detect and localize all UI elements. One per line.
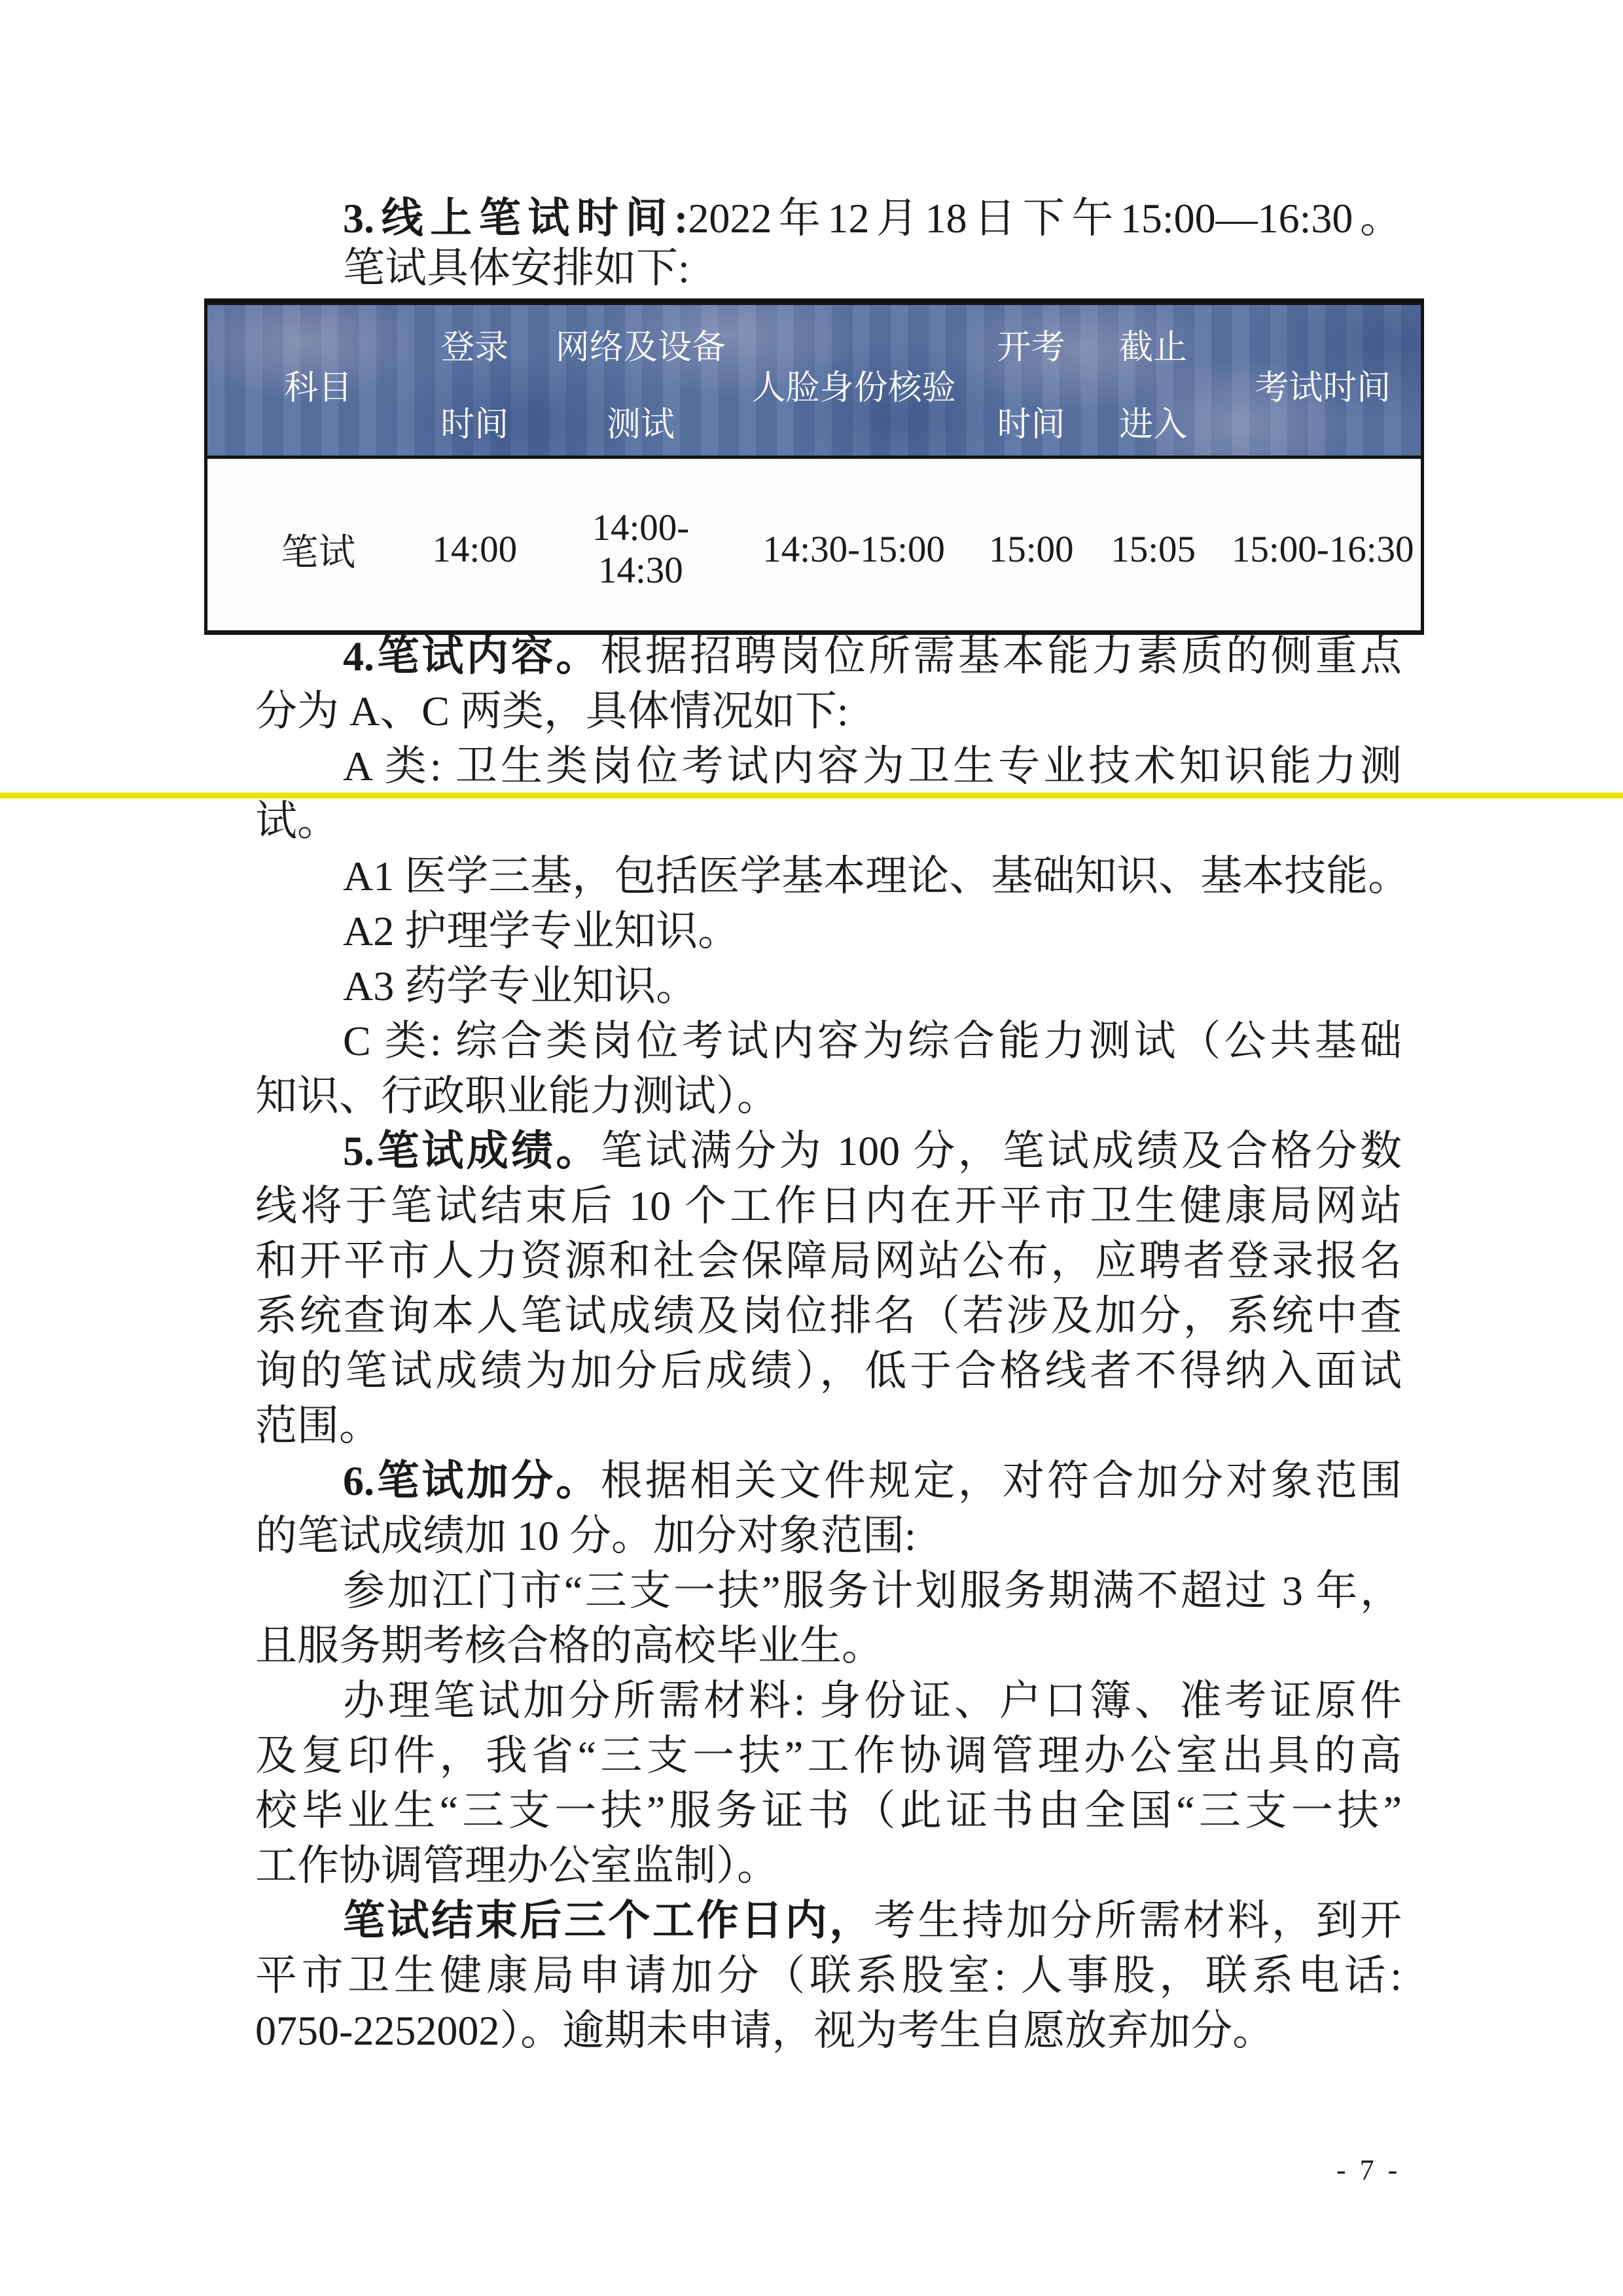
text-line bbox=[255, 1509, 1402, 1564]
text-line bbox=[255, 1344, 1402, 1399]
table-header-line: 科目 bbox=[284, 370, 353, 407]
text-run: 根据相关文件规定，对符合加分对象范围 bbox=[600, 1458, 1402, 1504]
text-line bbox=[255, 1124, 1402, 1179]
table-header-line: 人脸身份核验 bbox=[751, 370, 956, 407]
text-line bbox=[255, 739, 1402, 794]
text-run: 2022年12月18日下午15:00—16:30。 bbox=[688, 195, 1402, 242]
text-line bbox=[255, 1784, 1402, 1839]
table-cell: 14:30-15:00 bbox=[762, 528, 945, 570]
text-run: A 类: 卫生类岗位考试内容为卫生专业技术知识能力测 bbox=[343, 743, 1402, 789]
text-line bbox=[255, 1729, 1402, 1784]
table-header-line: 网络及设备 bbox=[555, 329, 726, 367]
text-run: 系统查询本人笔试成绩及岗位排名（若涉及加分，系统中查 bbox=[255, 1293, 1402, 1339]
text-run: 校毕业生“三支一扶”服务证书（此证书由全国“三支一扶” bbox=[255, 1787, 1402, 1834]
table-cell: 14:00-14:30 bbox=[592, 507, 690, 591]
text-line bbox=[255, 904, 1402, 959]
table-header-cell bbox=[981, 305, 1082, 456]
text-run: 线将于笔试结束后 10 个工作日内在开平市卫生健康局网站 bbox=[255, 1183, 1402, 1229]
text-line bbox=[255, 849, 1410, 904]
bold-text-run: 4.笔试内容。 bbox=[343, 633, 601, 679]
table-cell: 15:00 bbox=[988, 528, 1074, 570]
text-line bbox=[255, 1454, 1402, 1509]
table-header-cell bbox=[727, 305, 981, 456]
table-cell: 笔试 bbox=[281, 532, 356, 573]
table-header-row bbox=[207, 305, 1421, 459]
table-header-line: 时间 bbox=[440, 406, 509, 444]
text-line bbox=[255, 629, 1402, 684]
text-run: 考生持加分所需材料，到开 bbox=[873, 1897, 1402, 1944]
table-header-line: 登录 bbox=[440, 329, 509, 367]
text-line bbox=[255, 684, 1402, 739]
text-run: 和开平市人力资源和社会保障局网站公布，应聘者登录报名 bbox=[255, 1238, 1402, 1284]
bold-text-run: 5.笔试成绩。 bbox=[343, 1128, 601, 1174]
text-line bbox=[255, 959, 1402, 1014]
table-cell: 15:00-16:30 bbox=[1231, 528, 1414, 570]
table-header-cell bbox=[207, 305, 395, 456]
text-run: 工作协调管理办公室监制）。 bbox=[255, 1842, 779, 1889]
table-header-line: 开考 bbox=[997, 329, 1065, 367]
page-number: - 7 - bbox=[1336, 2154, 1401, 2186]
text-line bbox=[255, 1069, 1402, 1124]
text-line bbox=[255, 243, 1402, 293]
text-run: 笔试满分为 100 分，笔试成绩及合格分数 bbox=[600, 1128, 1402, 1174]
text-run: C 类: 综合类岗位考试内容为综合能力测试（公共基础 bbox=[343, 1018, 1402, 1064]
text-run: 0750-2252002）。逾期未申请，视为考生自愿放弃加分。 bbox=[255, 2007, 1275, 2054]
table-header-line: 进入 bbox=[1119, 406, 1188, 444]
text-line bbox=[255, 1289, 1402, 1344]
text-line bbox=[255, 794, 1402, 849]
text-run: A2 护理学专业知识。 bbox=[343, 908, 740, 954]
text-run: 试。 bbox=[255, 798, 339, 844]
text-run: A1 医学三基，包括医学基本理论、基础知识、基本技能。 bbox=[343, 853, 1410, 899]
table-header-line: 考试时间 bbox=[1255, 370, 1391, 407]
text-run: 范围。 bbox=[255, 1403, 381, 1449]
table-header-line: 测试 bbox=[606, 406, 675, 444]
table-header-cell bbox=[1225, 305, 1421, 456]
text-run: 笔试具体安排如下: bbox=[343, 245, 690, 291]
bold-text-run: 6.笔试加分。 bbox=[343, 1458, 601, 1504]
text-line bbox=[255, 1619, 1402, 1674]
table-cell: 15:05 bbox=[1111, 528, 1196, 570]
exam-schedule-table bbox=[204, 298, 1424, 635]
table-data-row bbox=[207, 459, 1421, 630]
text-run: A3 药学专业知识。 bbox=[343, 963, 698, 1009]
text-line bbox=[255, 2003, 1402, 2058]
text-line bbox=[255, 1564, 1402, 1619]
table-cell: 14:00 bbox=[432, 528, 518, 570]
text-run: 根据招聘岗位所需基本能力素质的侧重点 bbox=[600, 633, 1402, 679]
text-run: 分为 A、C 两类，具体情况如下: bbox=[255, 688, 849, 734]
text-line bbox=[255, 1014, 1402, 1069]
table-header-line: 时间 bbox=[997, 406, 1065, 444]
bold-text-run: 3.线上笔试时间: bbox=[343, 195, 688, 242]
text-run: 平市卫生健康局申请加分（联系股室: 人事股，联系电话: bbox=[255, 1952, 1402, 1999]
body-paragraphs bbox=[255, 629, 1410, 2058]
text-run: 及复印件，我省“三支一扶”工作协调管理办公室出具的高 bbox=[255, 1732, 1402, 1779]
text-line bbox=[255, 1839, 1402, 1893]
intro-paragraphs bbox=[255, 194, 1402, 293]
text-run: 参加江门市“三支一扶”服务计划服务期满不超过 3 年， bbox=[343, 1568, 1402, 1614]
text-run: 且服务期考核合格的高校毕业生。 bbox=[255, 1623, 883, 1669]
text-line bbox=[255, 1674, 1402, 1729]
text-line bbox=[255, 1893, 1402, 1948]
text-line bbox=[255, 1179, 1402, 1234]
text-line bbox=[255, 194, 1402, 243]
text-line bbox=[255, 1948, 1402, 2003]
text-line bbox=[255, 1399, 1402, 1454]
table-header-line: 截止 bbox=[1119, 329, 1188, 367]
text-run: 办理笔试加分所需材料: 身份证、户口簿、准考证原件 bbox=[343, 1677, 1402, 1724]
table-header-cell bbox=[554, 305, 727, 456]
table-header-cell bbox=[395, 305, 554, 456]
text-run: 询的笔试成绩为加分后成绩），低于合格线者不得纳入面试 bbox=[255, 1348, 1402, 1394]
table-header-cell bbox=[1082, 305, 1225, 456]
text-line bbox=[255, 1234, 1402, 1289]
bold-text-run: 笔试结束后三个工作日内， bbox=[343, 1897, 874, 1944]
text-run: 知识、行政职业能力测试）。 bbox=[255, 1073, 779, 1119]
text-run: 的笔试成绩加 10 分。加分对象范围: bbox=[255, 1513, 916, 1559]
